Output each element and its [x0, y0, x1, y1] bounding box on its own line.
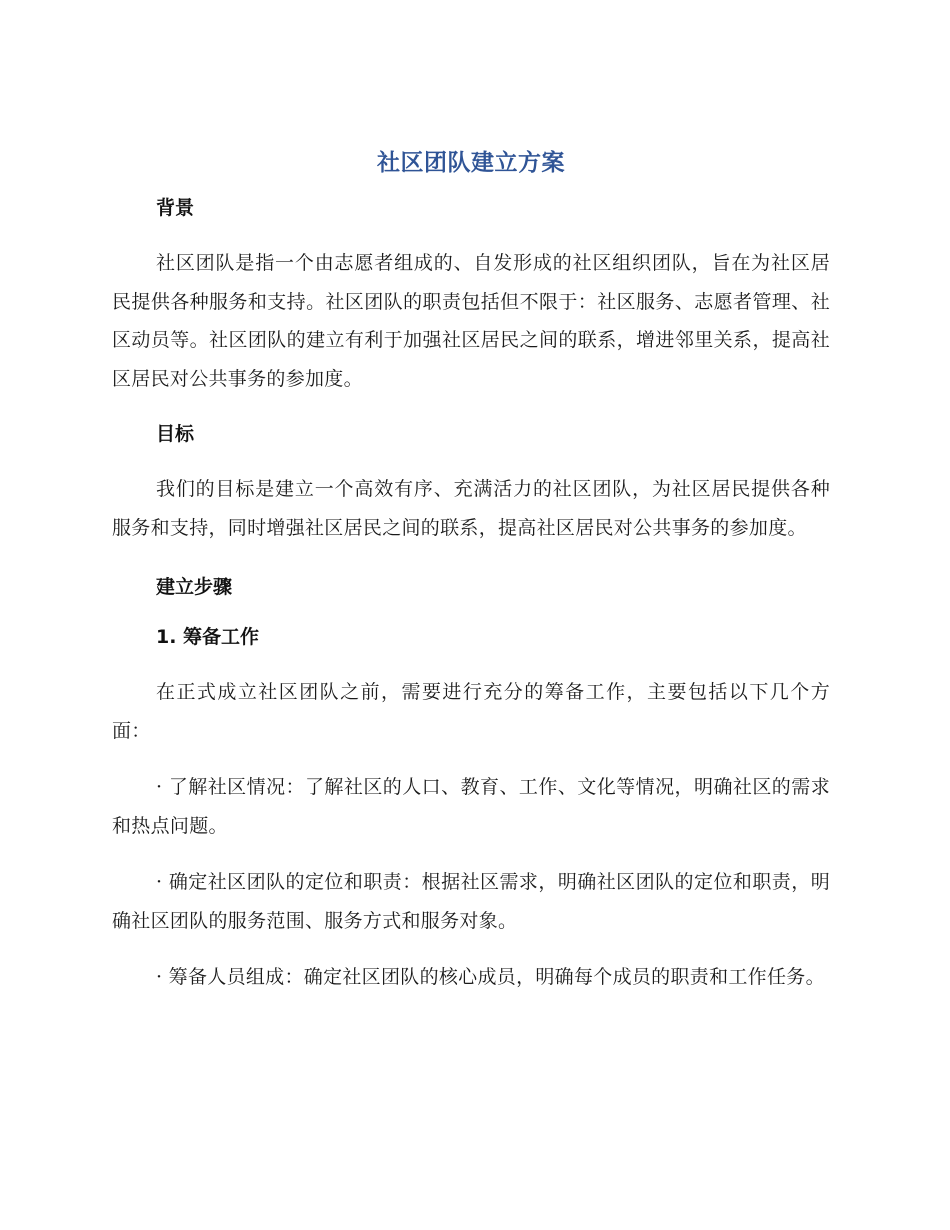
document-page: [112, 146, 830, 1015]
section-heading-steps: 建立步骤: [156, 576, 233, 598]
background-paragraph: 社区团队是指一个由志愿者组成的、自发形成的社区组织团队，旨在为社区居民提供各种服务和支持。社区团队的职责包括但不限于：社区服务、志愿者管理、社区动员等。社区团队的建立有利于加强社区居民之间的联系，增进邻里关系，提高社区居民对公共事务的参加度。: [112, 252, 830, 390]
section-heading-background: 背景: [156, 197, 195, 219]
sub-heading-preparation: 1. 筹备工作: [156, 626, 260, 648]
bullet-item: · 筹备人员组成：确定社区团队的核心成员，明确每个成员的职责和工作任务。: [156, 966, 825, 988]
section-heading-goal: 目标: [156, 423, 195, 445]
document-title: 社区团队建立方案: [377, 150, 565, 176]
goal-paragraph: 我们的目标是建立一个高效有序、充满活力的社区团队，为社区居民提供各种服务和支持，同时增强社区居民之间的联系，提高社区居民对公共事务的参加度。: [112, 478, 830, 539]
bullet-item: · 确定社区团队的定位和职责：根据社区需求，明确社区团队的定位和职责，明确社区团队的服务范围、服务方式和服务对象。: [112, 871, 830, 932]
preparation-intro-paragraph: 在正式成立社区团队之前，需要进行充分的筹备工作，主要包括以下几个方面：: [112, 681, 830, 742]
bullet-item: · 了解社区情况：了解社区的人口、教育、工作、文化等情况，明确社区的需求和热点问题。: [112, 776, 830, 837]
